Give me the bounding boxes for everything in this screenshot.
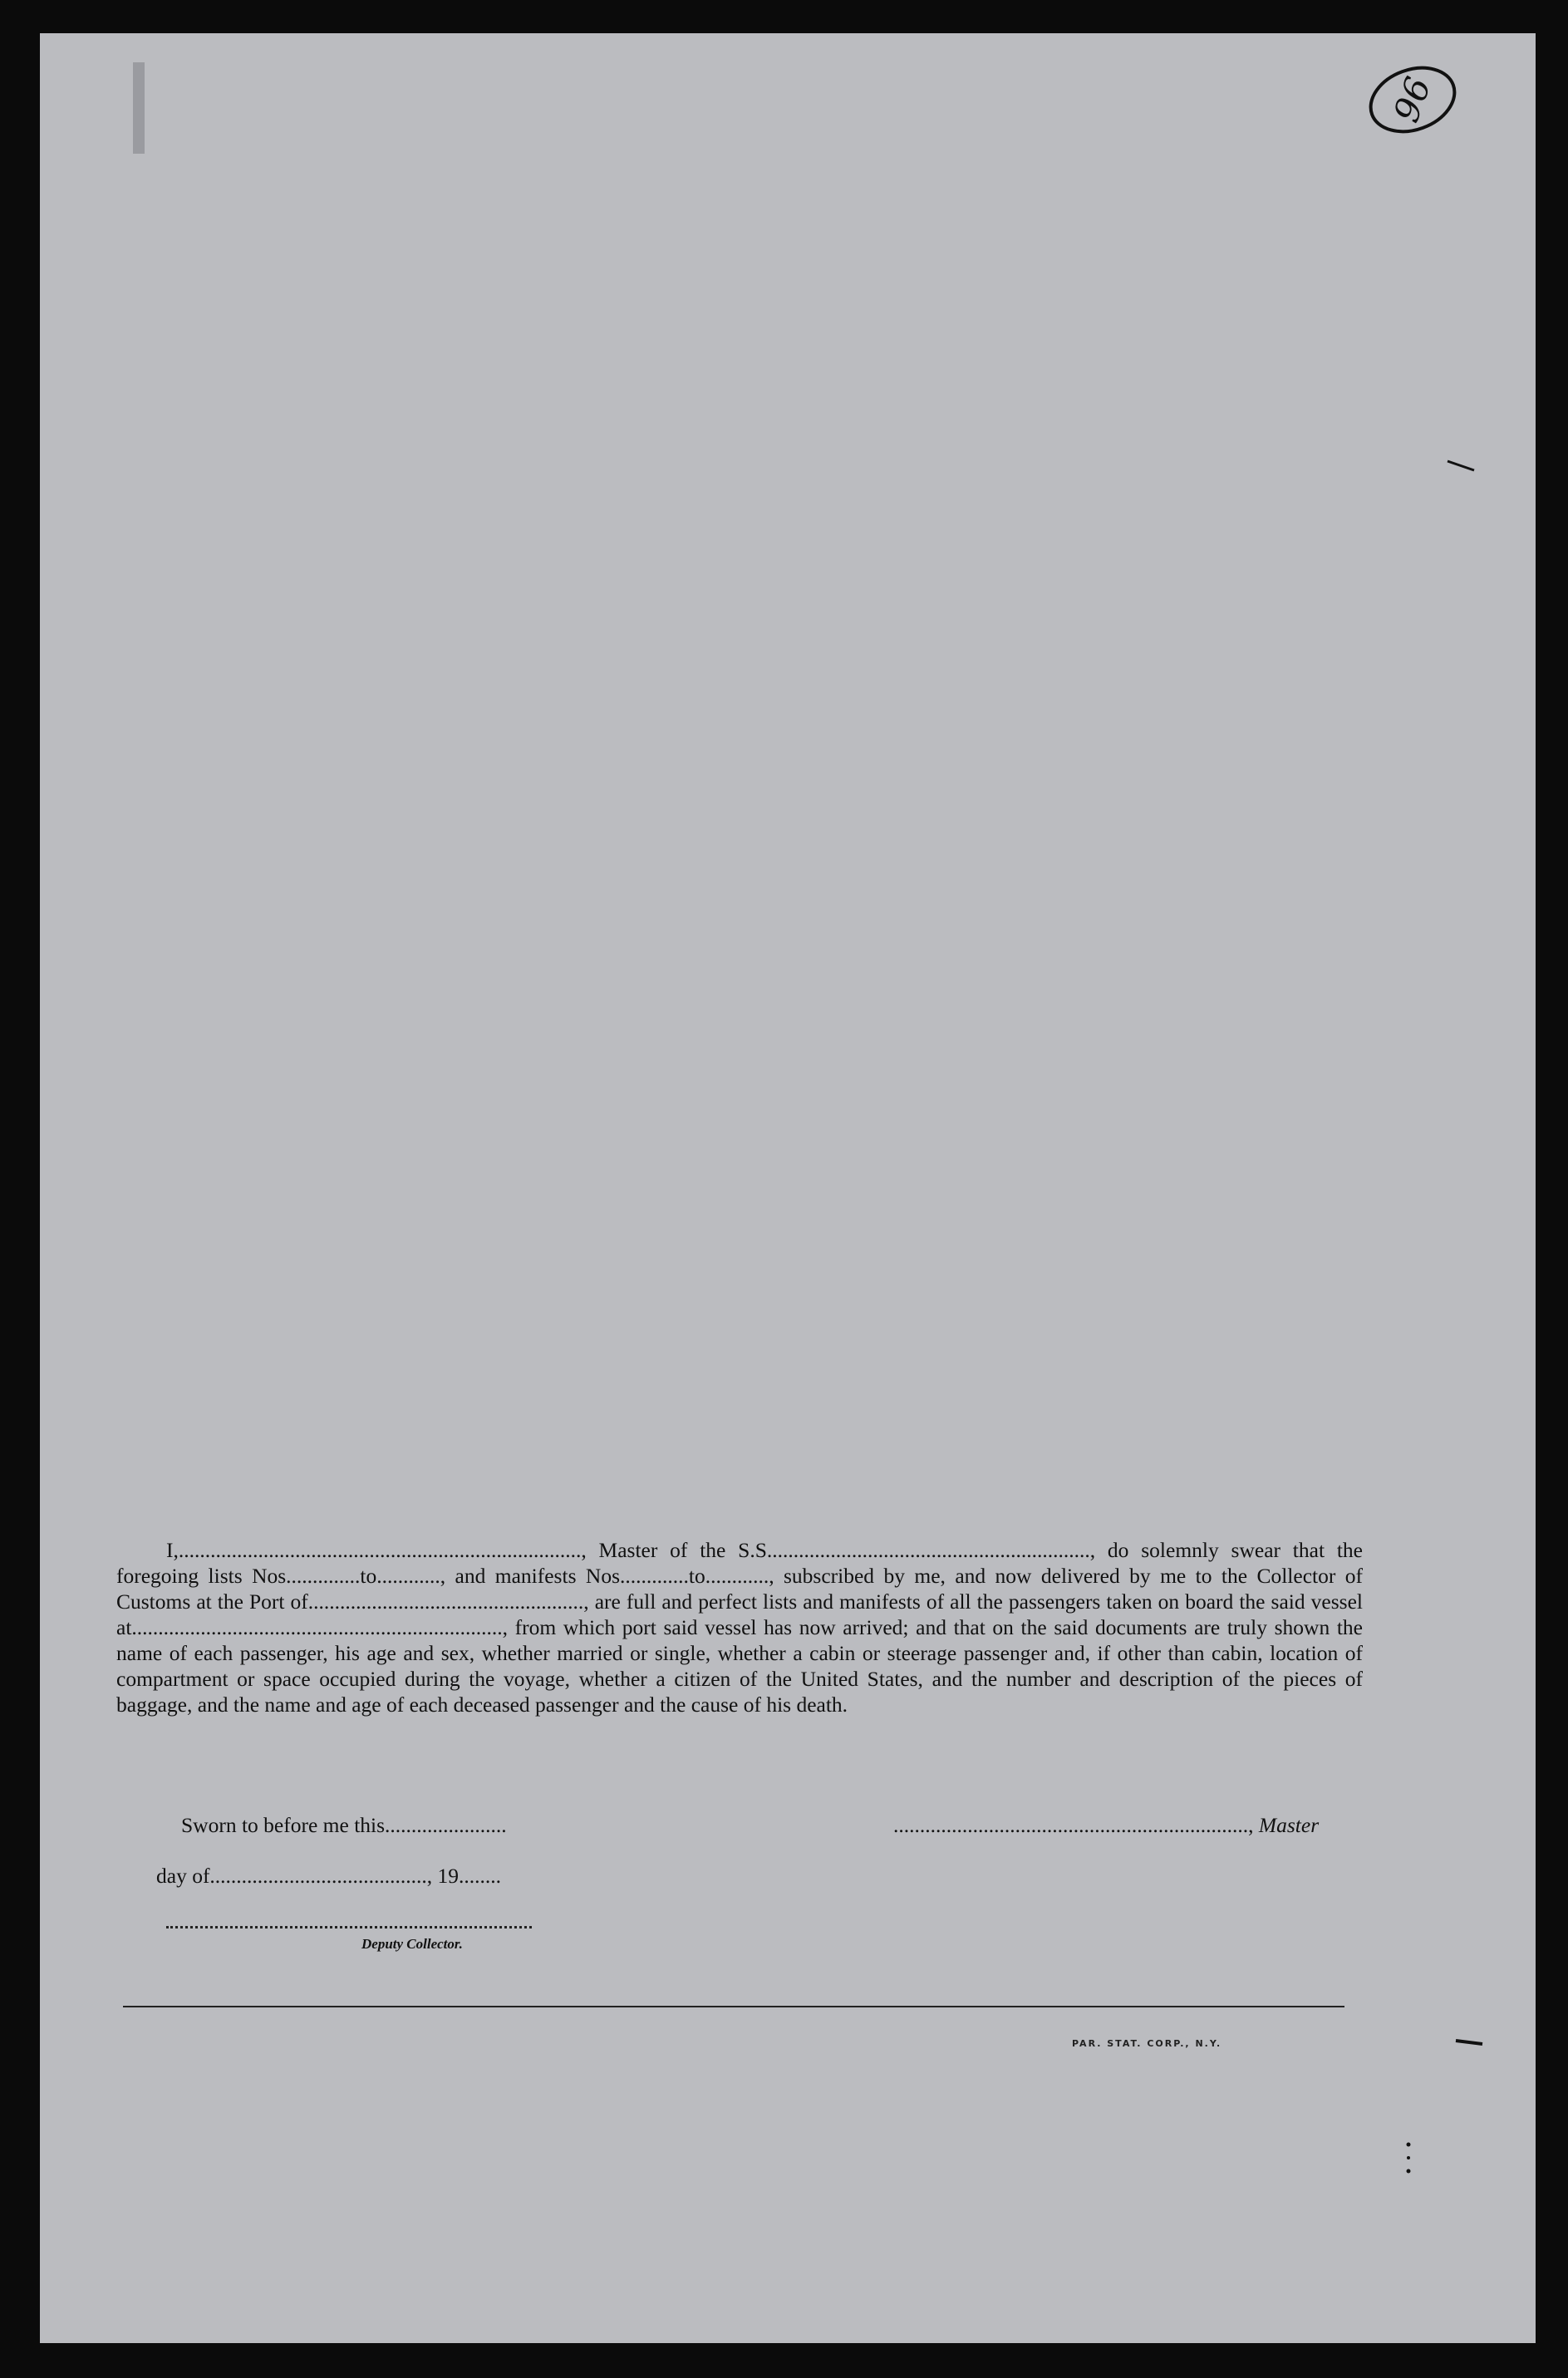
bleed-through-stroke bbox=[133, 62, 148, 154]
master-signature-line bbox=[893, 1813, 1319, 1838]
margin-tick bbox=[1446, 457, 1476, 474]
page-number-stamp bbox=[1363, 58, 1462, 141]
manifest-back-page bbox=[40, 33, 1536, 2343]
oath-text: I,............................................................................, Master of the S.S............................................................., do solemnly swear that the foregoing lists Nos..............to............, and manifests Nos.............to............, subscribed by me, and now delivered by me to the Collector of Customs at the Port of...................................................., are full and perfect lists and manifests of all the passengers taken on board the said vessel at......................................................................, from which port said vessel has now arrived; and that on the said documents are truly shown the name of each passenger, his age and sex, whether married or single, whether a cabin or steerage passenger and, if other than cabin, location of compartment or space occupied during the voyage, whether a citizen of the United States, and the number and description of the pieces of baggage, and the name and age of each deceased passenger and the cause of his death. bbox=[116, 1538, 1363, 1717]
sworn-line: Sworn to before me this....................... bbox=[181, 1813, 507, 1837]
margin-dots bbox=[1404, 2140, 1413, 2181]
stamp-number: 96 bbox=[1385, 71, 1439, 128]
margin-tick bbox=[1454, 2037, 1484, 2049]
master-label: Master bbox=[1258, 1813, 1320, 1837]
printer-imprint: PAR. STAT. CORP., N.Y. bbox=[1072, 2038, 1222, 2049]
master-dots: ..................................................................., bbox=[893, 1813, 1254, 1837]
bleed-through-mark bbox=[83, 33, 116, 116]
deputy-collector-label: Deputy Collector. bbox=[361, 1936, 463, 1952]
deputy-collector-signature-line bbox=[166, 1926, 532, 1928]
footer-rule bbox=[123, 2006, 1344, 2007]
day-of-line: day of........................................., 19........ bbox=[156, 1864, 502, 1888]
oath-paragraph bbox=[116, 1537, 1363, 1717]
